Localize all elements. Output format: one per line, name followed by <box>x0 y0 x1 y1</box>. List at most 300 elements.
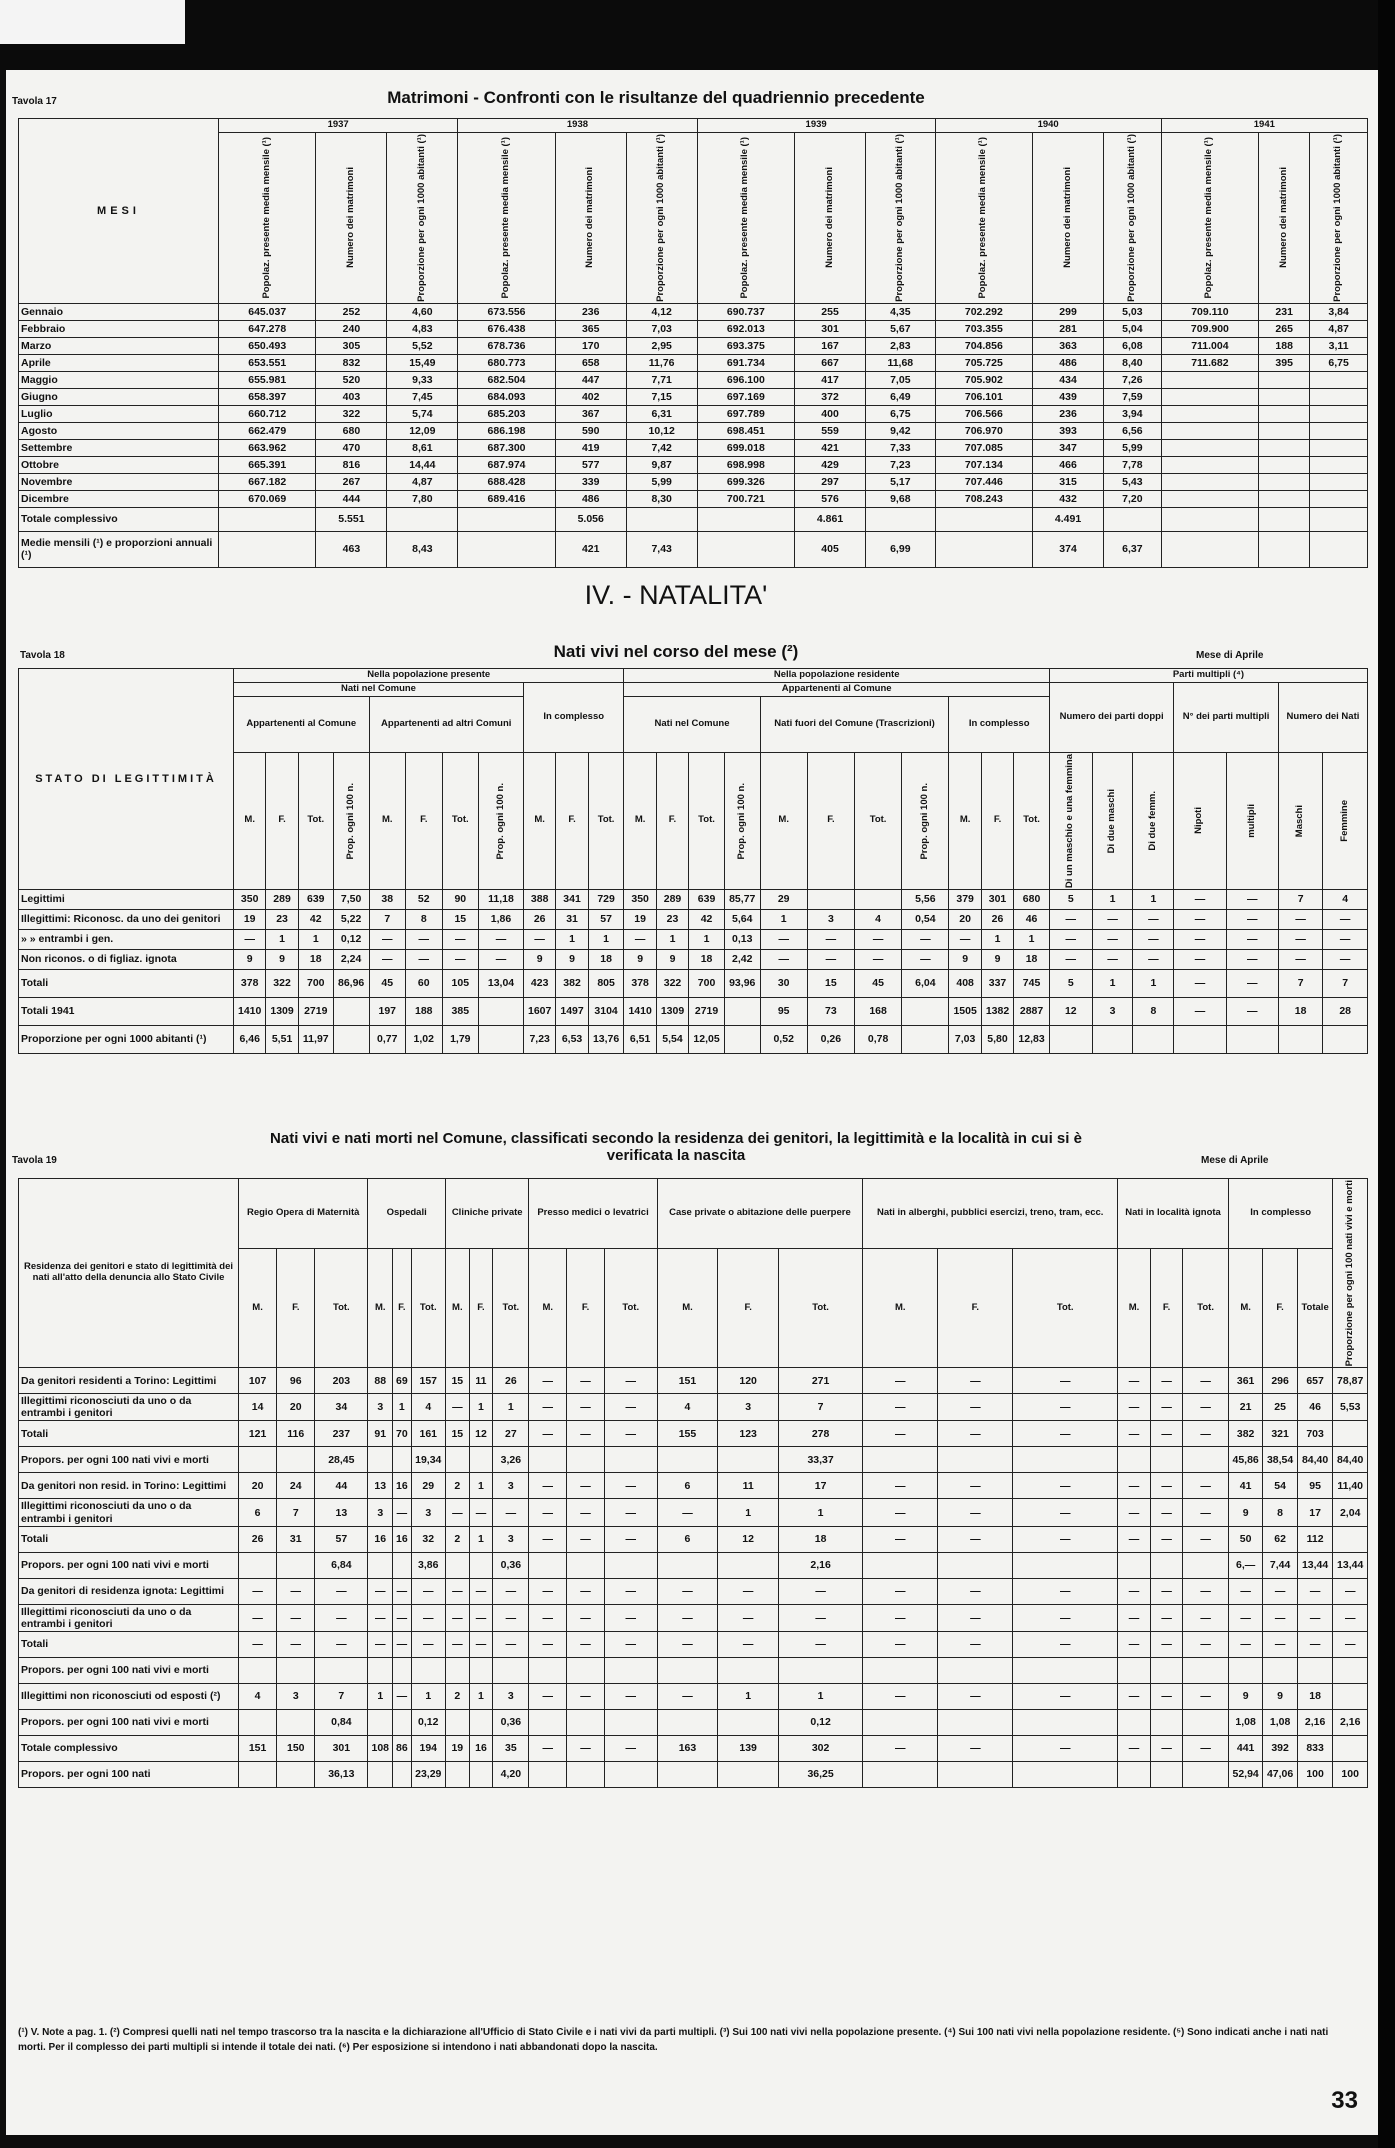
month-value: 5,74 <box>387 405 458 422</box>
month-value: 4,12 <box>626 303 697 320</box>
legittimita-value: — <box>1174 949 1226 969</box>
residenza-value <box>604 1709 657 1735</box>
residenza-value <box>393 1709 411 1735</box>
legittimita-value: — <box>442 929 479 949</box>
residenza-row <box>19 1709 1368 1735</box>
month-label: Gennaio <box>19 303 219 320</box>
residenza-value: — <box>1183 1394 1229 1421</box>
spacer <box>458 531 555 567</box>
residenza-value: 2 <box>445 1526 469 1552</box>
month-value: 645.037 <box>219 303 316 320</box>
residenza-value: 70 <box>393 1421 411 1447</box>
residenza-value: — <box>863 1735 938 1761</box>
legittimita-value: — <box>855 949 902 969</box>
residenza-value: — <box>1333 1604 1368 1631</box>
month-value: 6,08 <box>1104 337 1162 354</box>
in-complesso-header: In complesso <box>523 682 623 752</box>
residenza-value <box>1297 1657 1333 1683</box>
appart-comune-header: Appartenenti al Comune <box>624 682 1049 696</box>
month-label: Marzo <box>19 337 219 354</box>
residenza-value: — <box>1013 1473 1118 1499</box>
legittimita-value: 85,77 <box>724 889 760 909</box>
month-value <box>1310 473 1368 490</box>
residenza-label: Da genitori di residenza ignota: Legittimi <box>19 1578 239 1604</box>
prop-header <box>724 752 760 889</box>
residenza-value: — <box>604 1368 657 1394</box>
month-value: 709.110 <box>1161 303 1258 320</box>
residenza-value <box>863 1709 938 1735</box>
medie-value: 463 <box>316 531 387 567</box>
residenza-value: — <box>718 1604 779 1631</box>
residenza-value: — <box>1183 1735 1229 1761</box>
residenza-value: 833 <box>1297 1735 1333 1761</box>
legittimita-value <box>724 997 760 1025</box>
medie-value: 374 <box>1033 531 1104 567</box>
residenza-value <box>1183 1709 1229 1735</box>
residenza-value <box>1013 1709 1118 1735</box>
sub-header-m: M. <box>1118 1249 1151 1368</box>
legittimita-value: — <box>1092 949 1133 969</box>
residenza-value: — <box>1118 1631 1151 1657</box>
legittimita-value: 2719 <box>298 997 333 1025</box>
residenza-value: — <box>1183 1631 1229 1657</box>
month-value: 3,84 <box>1310 303 1368 320</box>
residenza-value: 151 <box>239 1735 277 1761</box>
residenza-value: — <box>938 1368 1013 1394</box>
residenza-value: — <box>315 1578 368 1604</box>
legittimita-value: 7,23 <box>523 1025 555 1053</box>
residenza-value: 7 <box>315 1683 368 1709</box>
legittimita-value: 23 <box>266 909 298 929</box>
month-value: 4,83 <box>387 320 458 337</box>
residenza-value: 271 <box>778 1368 862 1394</box>
month-label: Giugno <box>19 388 219 405</box>
month-value: 707.134 <box>935 456 1032 473</box>
month-value: 7,80 <box>387 490 458 507</box>
legittimita-value: 23 <box>656 909 688 929</box>
residenza-value <box>1118 1761 1151 1787</box>
residenza-value: 16 <box>393 1473 411 1499</box>
residenza-value: — <box>863 1368 938 1394</box>
residenza-value: 15 <box>445 1421 469 1447</box>
residenza-value <box>863 1447 938 1473</box>
month-value: 486 <box>555 490 626 507</box>
residenza-value: — <box>445 1578 469 1604</box>
header-text: Popolaz. presente media mensile (¹) <box>500 137 512 299</box>
month-value <box>1259 490 1310 507</box>
totale-row <box>19 507 1368 531</box>
residenza-value: — <box>938 1421 1013 1447</box>
residenza-value: 1 <box>778 1683 862 1709</box>
pop-col-header <box>458 132 555 303</box>
residenza-value: — <box>1150 1368 1183 1394</box>
legittimita-value: 1,86 <box>479 909 524 929</box>
month-value <box>1310 422 1368 439</box>
sub-header-f: F. <box>266 752 298 889</box>
legittimita-value <box>1174 1025 1226 1053</box>
year-header: 1939 <box>697 119 935 133</box>
residenza-value: 112 <box>1297 1526 1333 1552</box>
residenza-value: 29 <box>411 1473 445 1499</box>
residenza-value: 31 <box>277 1526 315 1552</box>
residenza-value: 3,86 <box>411 1552 445 1578</box>
legittimita-value: 197 <box>369 997 406 1025</box>
residenza-value: — <box>469 1604 493 1631</box>
residenza-value: — <box>938 1735 1013 1761</box>
residenza-value: 20 <box>277 1394 315 1421</box>
legittimita-value: 7 <box>1278 969 1322 997</box>
month-value: 434 <box>1033 371 1104 388</box>
legittimita-value: — <box>1226 929 1278 949</box>
month-value: 11,76 <box>626 354 697 371</box>
residenza-value: 157 <box>411 1368 445 1394</box>
nati-comune-sub: Nati nel Comune <box>624 696 760 752</box>
legittimita-value: — <box>1278 949 1322 969</box>
residenza-value: 36,13 <box>315 1761 368 1787</box>
month-value: 5,52 <box>387 337 458 354</box>
legittimita-value: 28 <box>1323 997 1368 1025</box>
header-text: Proporzione per ogni 1000 abitanti (¹) <box>893 133 905 302</box>
legittimita-value: — <box>523 929 555 949</box>
legittimita-value: 423 <box>523 969 555 997</box>
legittimita-value: 57 <box>588 909 624 929</box>
parti-sub-text: Di due maschi <box>1106 788 1118 854</box>
legittimita-value: 9 <box>556 949 588 969</box>
residenza-value <box>657 1552 718 1578</box>
residenza-value <box>469 1657 493 1683</box>
nati-comune-header: Nati nel Comune <box>234 682 524 696</box>
month-value: 9,68 <box>866 490 936 507</box>
sub-header-totale: Totale <box>1297 1249 1333 1368</box>
residenza-value <box>657 1447 718 1473</box>
residenza-value <box>529 1709 567 1735</box>
residenza-row <box>19 1473 1368 1499</box>
month-value: 7,03 <box>626 320 697 337</box>
month-value: 6,75 <box>866 405 936 422</box>
residenza-value <box>567 1552 605 1578</box>
residenza-value: 1 <box>411 1683 445 1709</box>
residenza-value <box>368 1552 393 1578</box>
residenza-value: — <box>445 1394 469 1421</box>
month-value: 255 <box>795 303 866 320</box>
legittimita-value: 341 <box>556 889 588 909</box>
residenza-value: — <box>863 1683 938 1709</box>
month-value: 297 <box>795 473 866 490</box>
residenza-value: — <box>277 1578 315 1604</box>
month-value <box>1161 439 1258 456</box>
legittimita-value: — <box>406 949 443 969</box>
legittimita-value: — <box>624 929 656 949</box>
month-value: 7,05 <box>866 371 936 388</box>
residenza-value <box>567 1761 605 1787</box>
residenza-value: — <box>567 1683 605 1709</box>
sub-header-f: F. <box>807 752 854 889</box>
residenza-value: — <box>1150 1421 1183 1447</box>
residenza-value: — <box>411 1604 445 1631</box>
sub-header-m: M. <box>445 1249 469 1368</box>
month-value: 395 <box>1259 354 1310 371</box>
residenza-value: — <box>1183 1499 1229 1526</box>
residenza-value: — <box>1183 1683 1229 1709</box>
month-value: 299 <box>1033 303 1104 320</box>
legittimita-value: — <box>1049 949 1092 969</box>
parti-sub-header <box>1323 752 1368 889</box>
prop-col-header <box>387 132 458 303</box>
residenza-value <box>938 1552 1013 1578</box>
legittimita-label: Proporzione per ogni 1000 abitanti (¹) <box>19 1025 234 1053</box>
nati-fuori-sub: Nati fuori del Comune (Trascrizioni) <box>760 696 949 752</box>
residenza-label: Propors. per ogni 100 nati vivi e morti <box>19 1709 239 1735</box>
residenza-row <box>19 1761 1368 1787</box>
tavola-18-label: Tavola 18 <box>20 650 65 661</box>
month-value: 5,99 <box>626 473 697 490</box>
legittimita-value: — <box>1049 909 1092 929</box>
residenza-value <box>529 1761 567 1787</box>
sub-header-f: F. <box>656 752 688 889</box>
legittimita-value <box>333 997 369 1025</box>
residenza-value: 88 <box>368 1368 393 1394</box>
month-value: 711.004 <box>1161 337 1258 354</box>
legittimita-value: 1410 <box>234 997 266 1025</box>
prop-text: Prop. ogni 100 n. <box>918 782 930 860</box>
month-value: 315 <box>1033 473 1104 490</box>
residenza-value <box>1150 1657 1183 1683</box>
month-value: 9,87 <box>626 456 697 473</box>
month-value: 676.438 <box>458 320 555 337</box>
legittimita-value: — <box>1092 929 1133 949</box>
residenza-value: — <box>1013 1394 1118 1421</box>
legittimita-value: 12,83 <box>1014 1025 1050 1053</box>
month-value: 5,99 <box>1104 439 1162 456</box>
residenza-value <box>718 1709 779 1735</box>
residenza-label: Illegittimi riconosciuti da uno o da entrambi i genitori <box>19 1604 239 1631</box>
residenza-label: Propors. per ogni 100 nati <box>19 1761 239 1787</box>
sub-header-m: M. <box>949 752 981 889</box>
spacer <box>697 531 794 567</box>
residenza-value: — <box>1183 1578 1229 1604</box>
residenza-value <box>1013 1761 1118 1787</box>
legittimita-value: — <box>1278 929 1322 949</box>
month-value: 687.300 <box>458 439 555 456</box>
month-value: 703.355 <box>935 320 1032 337</box>
residenza-value: 35 <box>493 1735 529 1761</box>
residenza-value: — <box>1013 1735 1118 1761</box>
residenza-value: 278 <box>778 1421 862 1447</box>
legittimita-value <box>333 1025 369 1053</box>
residenza-value: — <box>493 1604 529 1631</box>
legittimita-value: 0,13 <box>724 929 760 949</box>
residenza-value: — <box>938 1578 1013 1604</box>
residenza-value <box>1183 1447 1229 1473</box>
legittimita-value: — <box>234 929 266 949</box>
legittimita-value: 1 <box>689 929 725 949</box>
sub-header-m: M. <box>369 752 406 889</box>
month-row <box>19 490 1368 507</box>
nati-vivi-morti-table <box>18 1178 1368 1788</box>
legittimita-value: 90 <box>442 889 479 909</box>
residenza-value: — <box>1150 1604 1183 1631</box>
sub-header-f: F. <box>277 1249 315 1368</box>
legittimita-value: 42 <box>298 909 333 929</box>
residenza-value: — <box>445 1631 469 1657</box>
legittimita-value: — <box>760 929 807 949</box>
residenza-value: 46 <box>1297 1394 1333 1421</box>
legittimita-value: 30 <box>760 969 807 997</box>
residenza-value: — <box>239 1578 277 1604</box>
residenza-value: 1 <box>778 1499 862 1526</box>
residenza-value: 13 <box>368 1473 393 1499</box>
section-title: IV. - NATALITA' <box>584 580 768 610</box>
totale-value: 4.491 <box>1033 507 1104 531</box>
header-text: Numero dei matrimoni <box>344 167 356 269</box>
num-col-header <box>555 132 626 303</box>
month-value: 689.416 <box>458 490 555 507</box>
year-header: 1940 <box>935 119 1161 133</box>
residenza-value: 17 <box>778 1473 862 1499</box>
tavola-17-title: Matrimoni - Confronti con le risultanze del quadriennio precedente <box>387 88 925 107</box>
month-value: 363 <box>1033 337 1104 354</box>
residenza-value: 69 <box>393 1368 411 1394</box>
legittimita-value: — <box>1174 997 1226 1025</box>
legittimita-row <box>19 909 1368 929</box>
spacer <box>866 507 936 531</box>
residenza-value <box>239 1761 277 1787</box>
residenza-value <box>1333 1683 1368 1709</box>
residenza-value: — <box>778 1631 862 1657</box>
legittimita-value: 8 <box>1133 997 1174 1025</box>
residenza-value: — <box>1118 1394 1151 1421</box>
residenza-value <box>1150 1552 1183 1578</box>
month-value: 403 <box>316 388 387 405</box>
spacer <box>626 507 697 531</box>
legittimita-value: 378 <box>624 969 656 997</box>
month-value: 15,49 <box>387 354 458 371</box>
residenza-value <box>567 1709 605 1735</box>
month-value: 684.093 <box>458 388 555 405</box>
month-value <box>1259 422 1310 439</box>
residenza-value: — <box>778 1604 862 1631</box>
prop-text: Prop. ogni 100 n. <box>494 782 506 860</box>
residenza-row <box>19 1421 1368 1447</box>
residenza-value: — <box>1118 1473 1151 1499</box>
month-value: 520 <box>316 371 387 388</box>
month-value <box>1259 371 1310 388</box>
residenza-value: — <box>368 1604 393 1631</box>
month-value: 7,71 <box>626 371 697 388</box>
legittimita-value: — <box>442 949 479 969</box>
residenza-value: 161 <box>411 1421 445 1447</box>
month-value: 678.736 <box>458 337 555 354</box>
residenza-value: 1,08 <box>1263 1709 1297 1735</box>
parti-sub-header <box>1278 752 1322 889</box>
residenza-value: — <box>1118 1604 1151 1631</box>
month-value: 6,75 <box>1310 354 1368 371</box>
residenza-value: 0,12 <box>411 1709 445 1735</box>
month-value: 4,35 <box>866 303 936 320</box>
month-value: 577 <box>555 456 626 473</box>
month-value: 673.556 <box>458 303 555 320</box>
legittimita-value: 1,79 <box>442 1025 479 1053</box>
residenza-value: — <box>529 1499 567 1526</box>
residenza-value: — <box>368 1631 393 1657</box>
legittimita-value: 60 <box>406 969 443 997</box>
legittimita-value: 385 <box>442 997 479 1025</box>
legittimita-value: 5,56 <box>902 889 949 909</box>
prop-col-header <box>866 132 936 303</box>
legittimita-value: 2887 <box>1014 997 1050 1025</box>
legittimita-value: 4 <box>1323 889 1368 909</box>
legittimita-value: — <box>1174 909 1226 929</box>
parti-sub-text: Femmine <box>1338 800 1350 842</box>
residenza-value <box>277 1552 315 1578</box>
residenza-value <box>657 1761 718 1787</box>
residenza-value: 36,25 <box>778 1761 862 1787</box>
header-text: Proporzione per ogni 1000 abitanti (¹) <box>1332 133 1344 302</box>
month-value: 693.375 <box>697 337 794 354</box>
num-col-header <box>795 132 866 303</box>
legittimita-label: Non riconos. o di figliaz. ignota <box>19 949 234 969</box>
spacer <box>935 531 1032 567</box>
residenza-value: 123 <box>718 1421 779 1447</box>
month-value: 419 <box>555 439 626 456</box>
residenza-value <box>604 1552 657 1578</box>
residenza-value: — <box>604 1631 657 1657</box>
legittimita-value: — <box>1174 929 1226 949</box>
month-value: 393 <box>1033 422 1104 439</box>
residenza-value: — <box>411 1631 445 1657</box>
tavola-19-title: Nati vivi e nati morti nel Comune, classificati secondo la residenza dei genitori, la legittimità e la località in cui si è verificata la nascita <box>270 1130 1082 1164</box>
residenza-value: 1 <box>469 1473 493 1499</box>
residenza-value: — <box>863 1631 938 1657</box>
month-value: 691.734 <box>697 354 794 371</box>
month-value: 8,40 <box>1104 354 1162 371</box>
legittimita-value: 0,26 <box>807 1025 854 1053</box>
legittimita-value: 6,53 <box>556 1025 588 1053</box>
num-col-header <box>1259 132 1310 303</box>
residenza-label: Totale complessivo <box>19 1735 239 1761</box>
month-value: 7,26 <box>1104 371 1162 388</box>
legittimita-value: — <box>369 929 406 949</box>
month-value: 7,23 <box>866 456 936 473</box>
residenza-value: 12 <box>718 1526 779 1552</box>
residenza-value <box>718 1447 779 1473</box>
residenza-value: — <box>1013 1526 1118 1552</box>
residenza-value <box>469 1447 493 1473</box>
totale-value: 5.056 <box>555 507 626 531</box>
sub-header-tot: Tot. <box>1014 752 1050 889</box>
pop-col-header <box>935 132 1032 303</box>
legittimita-value: 1497 <box>556 997 588 1025</box>
residenza-value: — <box>529 1473 567 1499</box>
legittimita-value: 289 <box>266 889 298 909</box>
legittimita-value: 1 <box>1092 969 1133 997</box>
residenza-value: — <box>529 1735 567 1761</box>
legittimita-value: — <box>760 949 807 969</box>
legittimita-value: 2,42 <box>724 949 760 969</box>
residenza-value: — <box>239 1631 277 1657</box>
month-row <box>19 456 1368 473</box>
legittimita-value: 93,96 <box>724 969 760 997</box>
month-row <box>19 405 1368 422</box>
residenza-value: — <box>277 1604 315 1631</box>
legittimita-value: 745 <box>1014 969 1050 997</box>
month-value: 281 <box>1033 320 1104 337</box>
month-value: 240 <box>316 320 387 337</box>
month-value: 4,87 <box>387 473 458 490</box>
month-value: 252 <box>316 303 387 320</box>
month-label: Settembre <box>19 439 219 456</box>
legittimita-value: — <box>1226 969 1278 997</box>
